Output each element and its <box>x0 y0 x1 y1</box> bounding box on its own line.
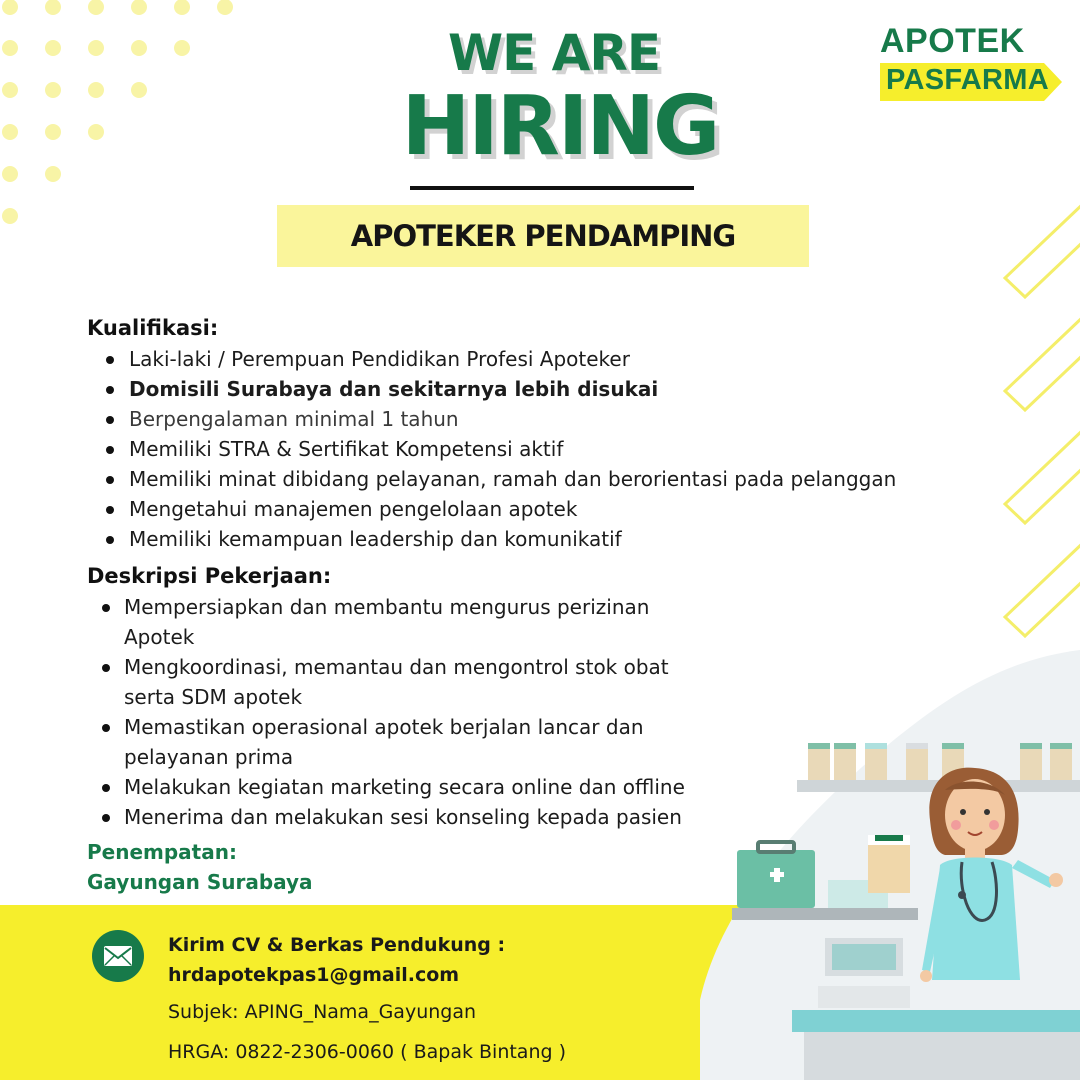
send-cv-label: Kirim CV & Berkas Pendukung : <box>168 934 506 956</box>
list-item-continuation: pelayanan prima <box>124 745 294 769</box>
list-item: Mempersiapkan dan membantu mengurus perizinan <box>96 592 685 622</box>
list-item: Memiliki minat dibidang pelayanan, ramah dan berorientasi pada pelanggan <box>100 464 896 494</box>
contact-hrga: HRGA: 0822-2306-0060 ( Bapak Bintang ) <box>168 1041 567 1063</box>
list-item-continuation: serta SDM apotek <box>124 685 303 709</box>
placement-label: Penempatan: <box>87 840 237 864</box>
list-item: Berpengalaman minimal 1 tahun <box>100 404 896 434</box>
job-description-title: Deskripsi Pekerjaan: <box>87 564 332 588</box>
heading-we-are: WE ARE <box>447 24 661 82</box>
list-item: Memiliki STRA & Sertifikat Kompetensi aktif <box>100 434 896 464</box>
list-item: Memastikan operasional apotek berjalan lancar dan <box>96 712 685 742</box>
contact-email[interactable]: hrdapotekpas1@gmail.com <box>168 964 460 986</box>
envelope-icon <box>92 930 144 982</box>
list-item: Memiliki kemampuan leadership dan komunikatif <box>100 524 896 554</box>
list-item: Melakukan kegiatan marketing secara online dan offline <box>96 772 685 802</box>
list-item: Mengkoordinasi, memantau dan mengontrol stok obat <box>96 652 685 682</box>
list-item: Menerima dan melakukan sesi konseling kepada pasien <box>96 802 685 832</box>
list-item: Mengetahui manajemen pengelolaan apotek <box>100 494 896 524</box>
job-description-list <box>96 592 685 832</box>
contact-subject: Subjek: APING_Nama_Gayungan <box>168 1001 477 1023</box>
qualifications-list <box>100 344 896 554</box>
list-item: Domisili Surabaya dan sekitarnya lebih disukai <box>100 374 896 404</box>
decorative-chevrons <box>995 200 1080 640</box>
logo-apotek-text: APOTEK <box>880 22 1025 60</box>
heading-hiring: HIRING <box>401 79 719 174</box>
pharmacist-illustration <box>700 640 1080 1080</box>
position-banner <box>277 205 809 267</box>
qualifications-title: Kualifikasi: <box>87 316 219 340</box>
heading-divider <box>410 186 694 190</box>
list-item: Laki-laki / Perempuan Pendidikan Profesi Apoteker <box>100 344 896 374</box>
position-title: APOTEKER PENDAMPING <box>350 219 736 253</box>
placement-value: Gayungan Surabaya <box>87 870 313 894</box>
logo-pasfarma-text: PASFARMA <box>886 64 1049 96</box>
list-item-continuation: Apotek <box>124 625 195 649</box>
